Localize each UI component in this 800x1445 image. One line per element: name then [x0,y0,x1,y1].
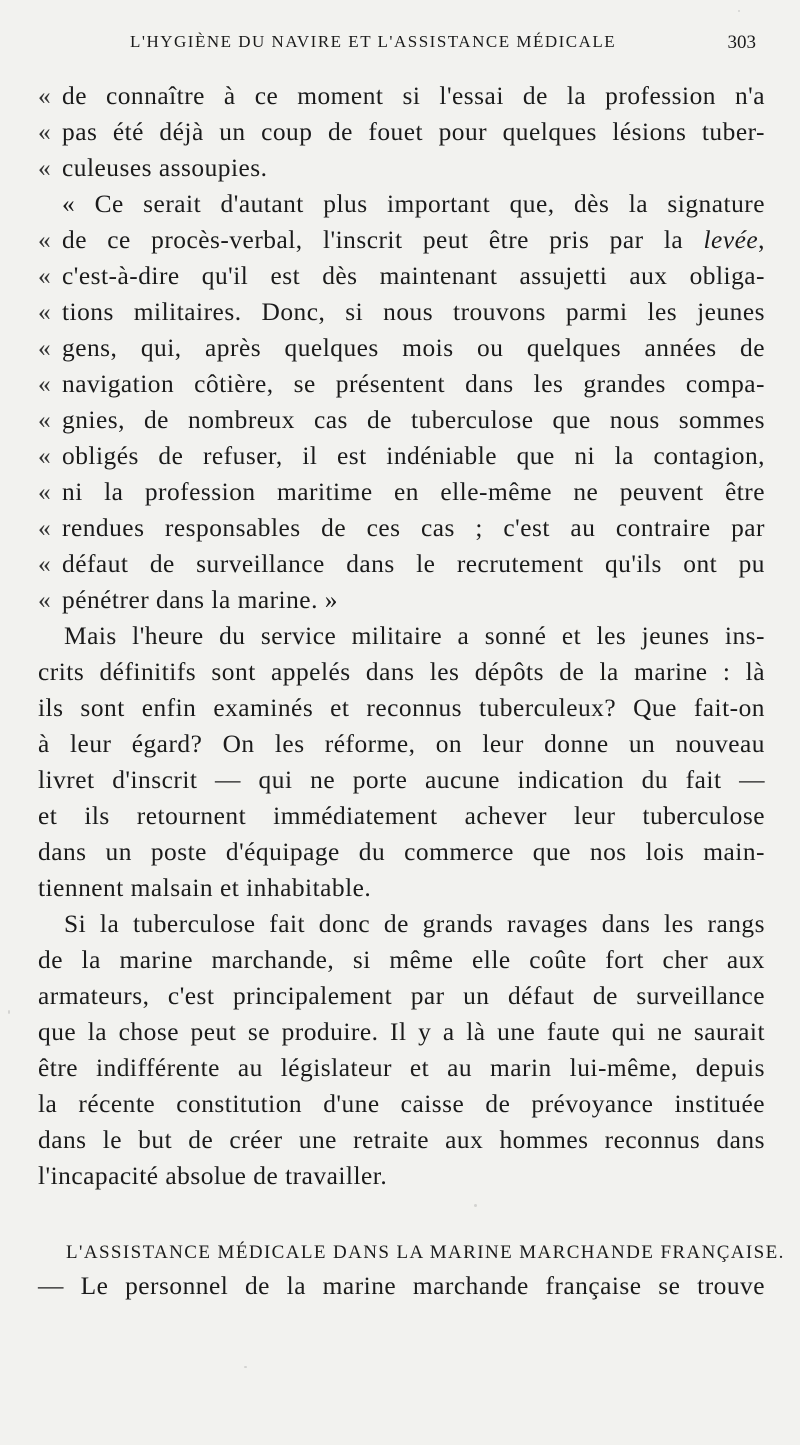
page-header [130,32,756,62]
quote-line: « pénétrer dans la marine. » [38,586,338,614]
quote-line: « ni la profession maritime en elle-même ne peuvent être [38,478,765,506]
quote-line: « Ce serait d'autant plus important que, dès la signature [62,190,765,218]
scan-speck [738,10,740,12]
page-number: 303 [727,32,756,53]
paragraph-line: livret d'inscrit — qui ne porte aucune indication du fait — [38,766,765,794]
quote-line: « de connaître à ce moment si l'essai de la profession n'a [38,82,765,110]
italic-word: levée [703,226,759,254]
paragraph-line: dans un poste d'équipage du commerce que nos lois main- [38,838,765,866]
scan-speck [244,1366,247,1368]
quote-line: « gens, qui, après quelques mois ou quelques années de [38,334,765,362]
running-head: L'HYGIÈNE DU NAVIRE ET L'ASSISTANCE MÉDICALE [130,32,617,51]
quote-line: « culeuses assoupies. [38,154,268,182]
section-heading: L'ASSISTANCE MÉDICALE DANS LA MARINE MARCHANDE FRANÇAISE. [66,1242,785,1263]
paragraph-line: la récente constitution d'une caisse de prévoyance instituée [38,1090,765,1118]
paragraph-line: l'incapacité absolue de travailler. [38,1162,388,1190]
quote-line: « c'est-à-dire qu'il est dès maintenant assujetti aux obliga- [38,262,765,290]
paragraph-line: que la chose peut se produire. Il y a là une faute qui ne saurait [38,1018,765,1046]
scan-speck [474,1204,477,1207]
paragraph-line: Mais l'heure du service militaire a sonné et les jeunes ins- [64,622,765,650]
quote-line: « défaut de surveillance dans le recrutement qu'ils ont pu [38,550,765,578]
quote-line: « navigation côtière, se présentent dans les grandes compa- [38,370,765,398]
paragraph-line: tiennent malsain et inhabitable. [38,874,372,902]
section-first-line: — Le personnel de la marine marchande française se trouve [38,1272,765,1300]
quote-line: « gnies, de nombreux cas de tuberculose que nous sommes [38,406,765,434]
paragraph-line: être indifférente au législateur et au marin lui-même, depuis [38,1054,765,1082]
quote-line: « pas été déjà un coup de fouet pour quelques lésions tuber- [38,118,765,146]
paragraph-line: armateurs, c'est principalement par un défaut de surveillance [38,982,765,1010]
paragraph-line: ils sont enfin examinés et reconnus tuberculeux? Que fait-on [38,694,765,722]
quote-line: « de ce procès-verbal, l'inscrit peut être pris par la levée, [38,226,765,254]
paragraph-line: et ils retournent immédiatement achever leur tuberculose [38,802,765,830]
paragraph-line: à leur égard? On les réforme, on leur donne un nouveau [38,730,765,758]
paragraph-line: de la marine marchande, si même elle coûte fort cher aux [38,946,765,974]
paragraph-line: Si la tuberculose fait donc de grands ravages dans les rangs [64,910,765,938]
paragraph-line: crits définitifs sont appelés dans les dépôts de la marine : là [38,658,765,686]
quote-line: « obligés de refuser, il est indéniable que ni la contagion, [38,442,765,470]
quote-line: « tions militaires. Donc, si nous trouvons parmi les jeunes [38,298,765,326]
paragraph-line: dans le but de créer une retraite aux hommes reconnus dans [38,1126,765,1154]
quote-line: « rendues responsables de ces cas ; c'est au contraire par [38,514,765,542]
scan-speck [8,1010,10,1014]
